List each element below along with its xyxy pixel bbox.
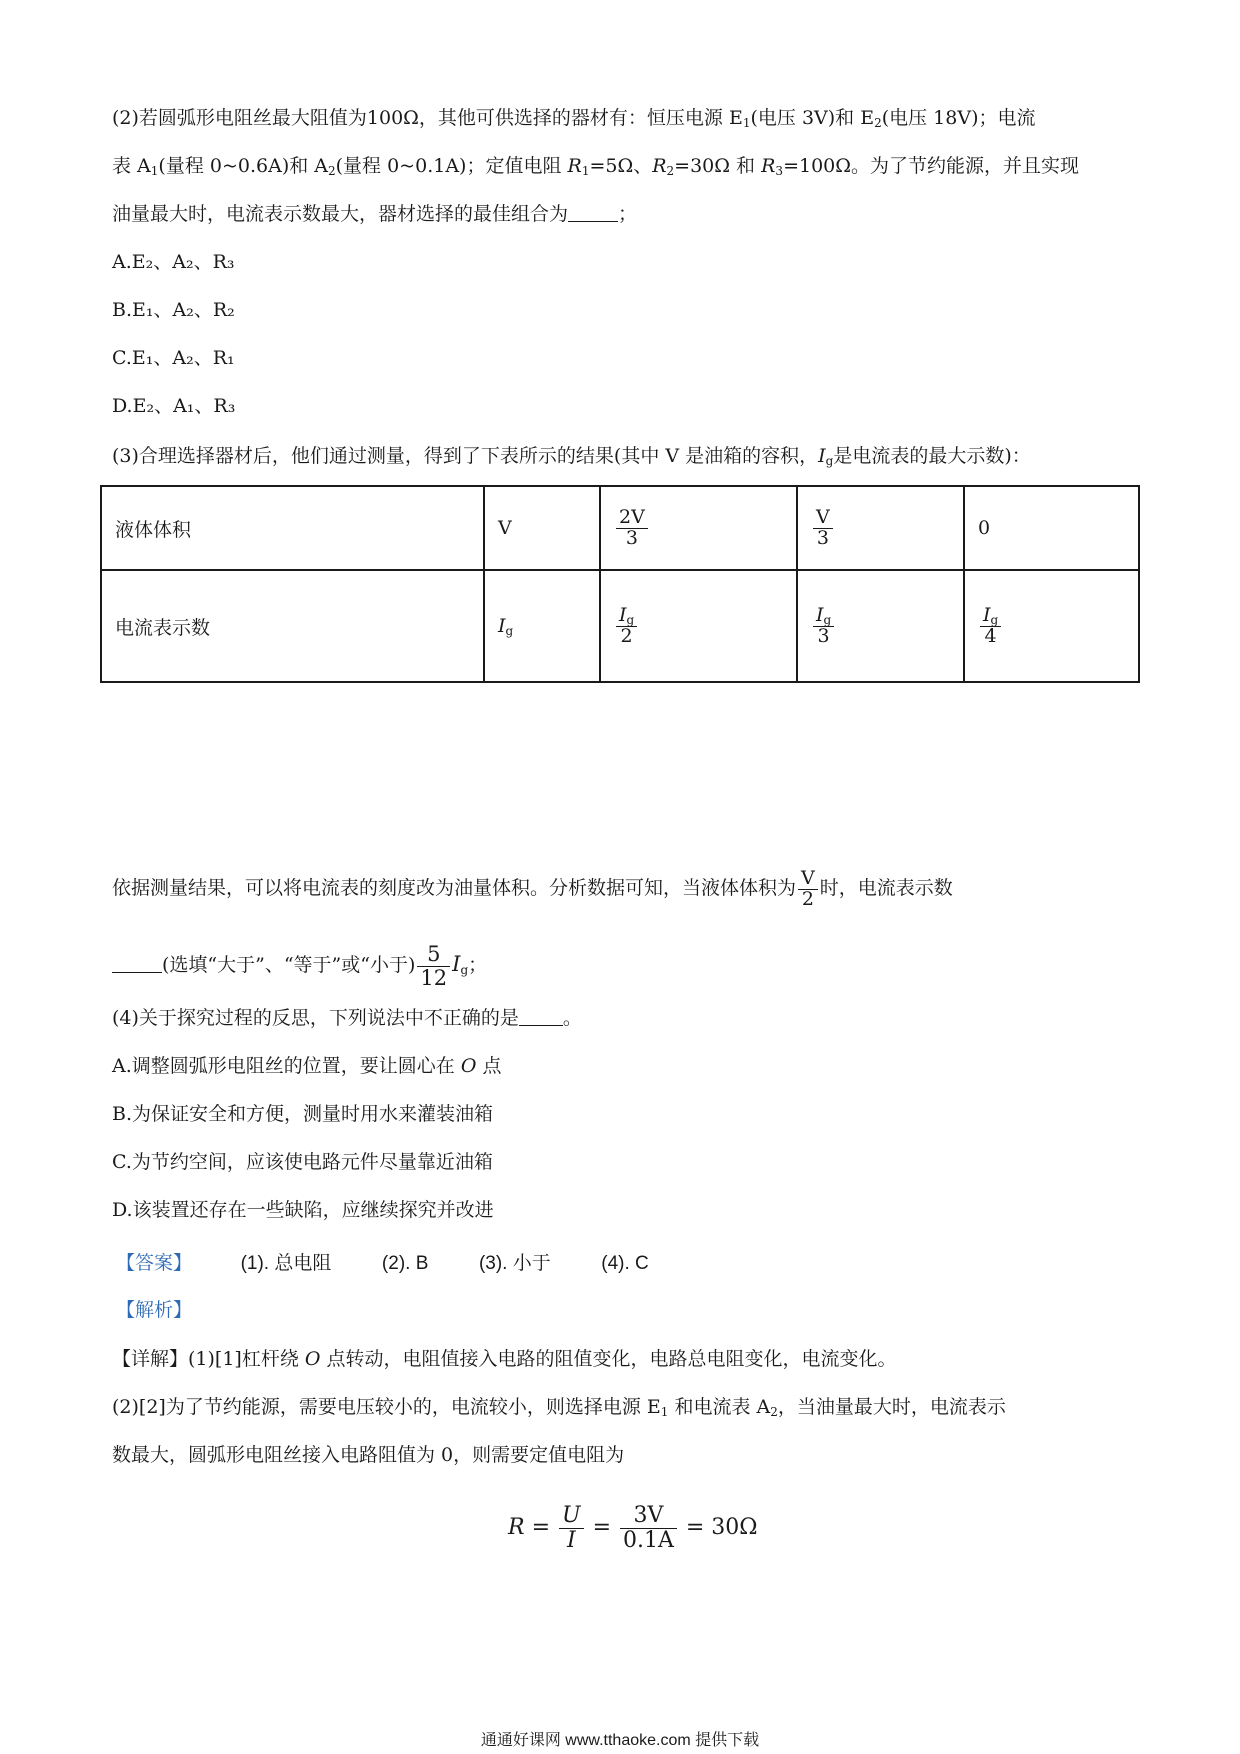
- answer-row: [116, 1248, 649, 1275]
- q3-intro: (3)合理选择器材后，他们通过测量，得到了下表所示的结果(其中 V 是油箱的容积，$I_g$是电流表的最大示数)：: [112, 445, 1031, 468]
- answer-blank: [568, 203, 618, 222]
- q2-option-d: D.E₂、A₁、R₃: [112, 395, 236, 417]
- q4-option-d: D.该装置还存在一些缺陷，应继续探究并改进: [112, 1199, 494, 1221]
- answer-blank: [519, 1007, 563, 1026]
- answer-item: (3). 小于: [478, 1253, 551, 1274]
- answer-item: (4). C: [601, 1253, 649, 1274]
- q2-option-a: A.E₂、A₂、R₃: [112, 251, 235, 273]
- formula: R = $\frac{U}{I}$ = $\frac{3V}{0.1A}$ = 30Ω: [508, 1503, 758, 1553]
- q4-option-b: B.为保证安全和方便，测量时用水来灌装油箱: [112, 1103, 494, 1125]
- q4-option-c: C.为节约空间，应该使电路元件尽量靠近油箱: [112, 1151, 493, 1173]
- q2-line3: 油量最大时，电流表示数最大，器材选择的最佳组合为 ；: [112, 203, 638, 225]
- detail-line: 【详解】(1)[1]杠杆绕 O 点转动，电阻值接入电路的阻值变化，电路总电阻变化，电流变化。: [112, 1348, 897, 1370]
- cell-volume-v3: $\frac{V}{3}$: [797, 486, 964, 570]
- q3-text1: 依据测量结果，可以将电流表的刻度改为油量体积。分析数据可知，当液体体积为 $\frac{V}{2}$ 时，电流表示数: [112, 866, 953, 910]
- table-row-volume: [101, 486, 1139, 570]
- q3-text2: (选填“大于”、“等于”或“小于) $\frac{5}{12}$ $I_g$；: [112, 940, 487, 989]
- q4-stem: (4)关于探究过程的反思，下列说法中不正确的是 。: [112, 1007, 582, 1029]
- answer-item: (2). B: [381, 1253, 429, 1274]
- cell-volume-zero: 0: [964, 486, 1139, 570]
- answer-tag: 【答案】: [116, 1253, 193, 1274]
- answer-blank: [112, 954, 162, 973]
- analysis-p2-line2: 数最大，圆弧形电阻丝接入电路阻值为 0，则需要定值电阻为: [112, 1444, 625, 1466]
- table-row-current: [101, 570, 1139, 682]
- analysis-tag: 【解析】: [116, 1300, 193, 1321]
- cell-current-ig2: $\frac{I_g}{2}$: [600, 570, 797, 682]
- answer-item: (1). 总电阻: [240, 1253, 332, 1274]
- footer-watermark: 通通好课网 www.tthaoke.com 提供下载: [480, 1732, 760, 1749]
- cell-volume-v: V: [484, 486, 600, 570]
- q4-option-a: A.调整圆弧形电阻丝的位置，要让圆心在 O 点: [112, 1055, 502, 1077]
- cell-current-label: 电流表示数: [101, 570, 484, 682]
- q2-line2: 表 $A_1$(量程 0~0.6A)和 $A_2$(量程 0~0.1A)；定值电阻 $R_1=5\Omega$、$R_2=30\Omega$ 和 $R_3=100\Omega$。为了节约能源，并且实现: [112, 155, 1080, 178]
- cell-current-ig3: $\frac{I_g}{3}$: [797, 570, 964, 682]
- q2-option-b: B.E₁、A₂、R₂: [112, 299, 235, 321]
- q2-option-c: C.E₁、A₂、R₁: [112, 347, 235, 369]
- measurement-table: [100, 485, 1140, 683]
- cell-volume-2v3: $\frac{2V}{3}$: [600, 486, 797, 570]
- cell-volume-label: 液体体积: [101, 486, 484, 570]
- cell-current-ig4: $\frac{I_g}{4}$: [964, 570, 1139, 682]
- cell-current-ig: $I_g$: [484, 570, 600, 682]
- q2-line1: (2)若圆弧形电阻丝最大阻值为100Ω，其他可供选择的器材有：恒压电源 $E_1$(电压 3V)和 $E_2$(电压 18V)；电流: [112, 107, 1036, 130]
- analysis-p2-line1: (2)[2]为了节约能源，需要电压较小的，电流较小，则选择电源 $E_1$ 和电流表 $A_2$，当油量最大时，电流表示: [112, 1396, 1006, 1419]
